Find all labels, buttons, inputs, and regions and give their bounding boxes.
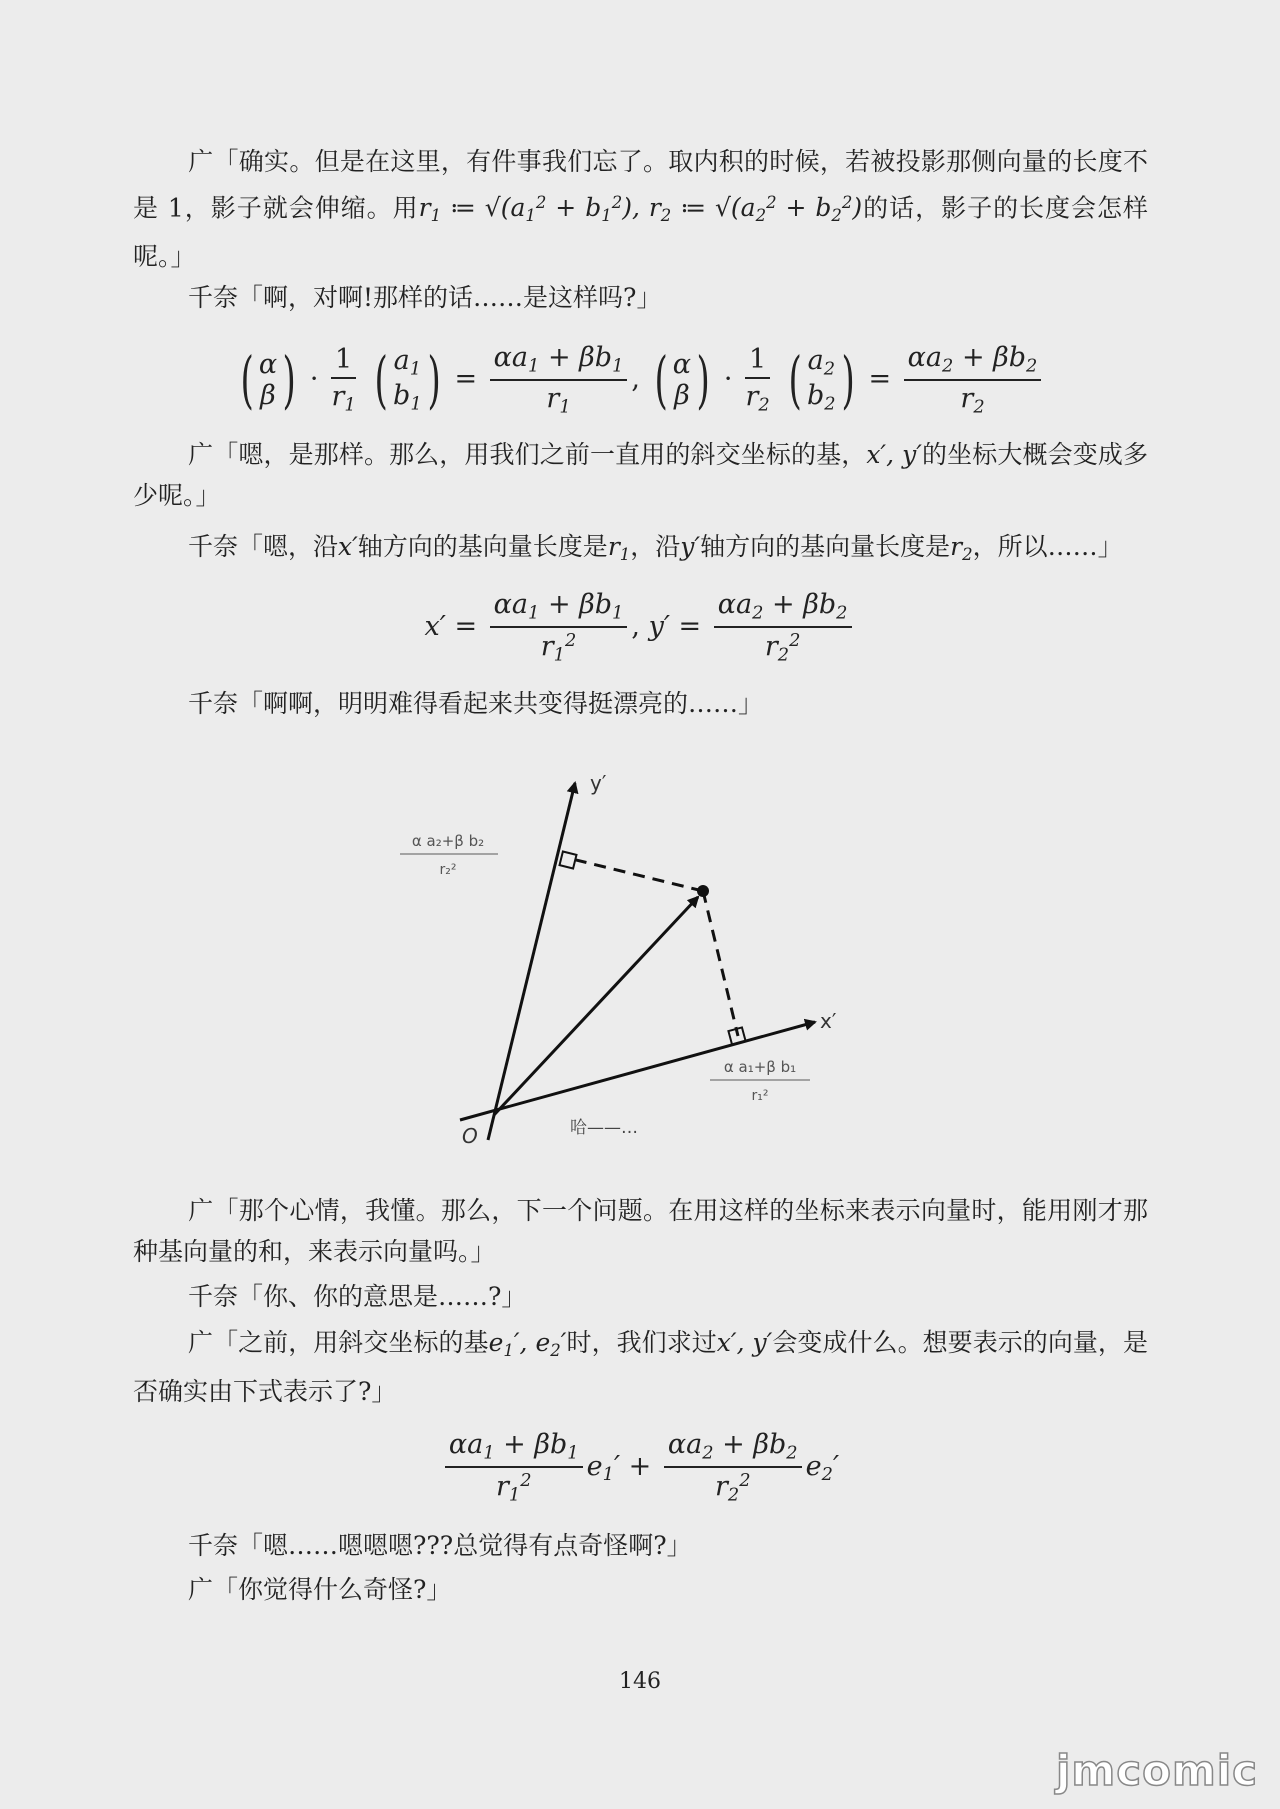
right-angle-mark-y — [560, 852, 577, 869]
x-projection-denominator: r₁² — [751, 1088, 769, 1104]
origin-label: O — [462, 1124, 478, 1148]
equation-basis-sum: $\frac{\alpha a_1 + \beta b_1}{r_1^2}$ $e_1'$ + $\frac{\alpha a_2 + \beta b_2}{r_2^2}$ $e_2'$ — [0, 1430, 1280, 1505]
equation-coordinates: x′ = $\frac{\alpha a_1 + \beta b_1}{r_1^2}$ , y′ = $\frac{\alpha a_2 + \beta b_2}{r_2^2}$ — [0, 590, 1280, 665]
y-axis-label: y′ — [590, 771, 607, 795]
paragraph-9: 千奈「嗯……嗯嗯嗯???总觉得有点奇怪啊?」 — [188, 1531, 692, 1560]
x-axis-label: x′ — [820, 1009, 837, 1033]
paragraph-10: 广「你觉得什么奇怪?」 — [188, 1575, 452, 1604]
paragraph-8: 广「之前，用斜交坐标的基$e_1'$, $e_2'$时，我们求过x′, y′会变成什么。想要表示的向量，是否确实由下式表示了?」 — [133, 1328, 1148, 1406]
paragraph-2: 千奈「啊，对啊!那样的话……是这样吗?」 — [188, 283, 662, 312]
paragraph-1: 广「确实。但是在这里，有件事我们忘了。取内积的时候，若被投影那侧向量的长度不是 1，影子就会伸缩。用$r_1$ ≔ $√(a_1^2 + b_1^2)$, $r_2$ ≔ $√(a_2^2 + b_2^2)$的话，影子的长度会怎样呢。」 — [133, 147, 1148, 272]
paragraph-6: 广「那个心情，我懂。那么，下一个问题。在用这样的坐标来表示向量时，能用刚才那种基向量的和，来表示向量吗。」 — [133, 1196, 1148, 1266]
projection-to-y-dashed — [568, 858, 703, 891]
paragraph-4: 千奈「嗯，沿x′轴方向的基向量长度是$r_1$，沿y′轴方向的基向量长度是$r_2$，所以……」 — [188, 532, 1123, 564]
equation-inner-products: ( α β ) · $\frac{1}{r_1}$ ( $a_1$ $b_1$ ) = $\frac{\alpha a_1 + \beta b_1}{r_1}$ , ( α β ) · $\frac{1}{r_2}$ ( $a_2$ $b_2$ ) = $\frac{\alpha a_2 + \beta b_2}{r_2}$ — [0, 343, 1280, 417]
r-definitions: $r_1$ ≔ $√(a_1^2 + b_1^2)$, $r_2$ ≔ $√(a_2^2 + b_2^2)$ — [418, 193, 863, 226]
paragraph-5: 千奈「啊啊，明明难得看起来共变得挺漂亮的……」 — [188, 689, 764, 718]
paragraph-3: 广「嗯，是那样。那么，用我们之前一直用的斜交坐标的基，x′, y′的坐标大概会变成多少呢。」 — [133, 440, 1148, 510]
paragraph-7: 千奈「你、你的意思是……?」 — [188, 1282, 527, 1311]
y-axis-line — [488, 783, 575, 1140]
y-projection-denominator: r₂² — [439, 862, 457, 878]
x-projection-numerator: α a₁+β b₁ — [723, 1058, 797, 1076]
y-projection-numerator: α a₂+β b₂ — [411, 832, 485, 850]
oblique-projection-diagram — [411, 750, 870, 1150]
diagram-caption: 哈——… — [570, 1118, 638, 1138]
watermark-logo: jmcomic — [1056, 1746, 1258, 1795]
page-number: 146 — [619, 1669, 661, 1694]
projection-to-x-dashed — [703, 891, 738, 1036]
